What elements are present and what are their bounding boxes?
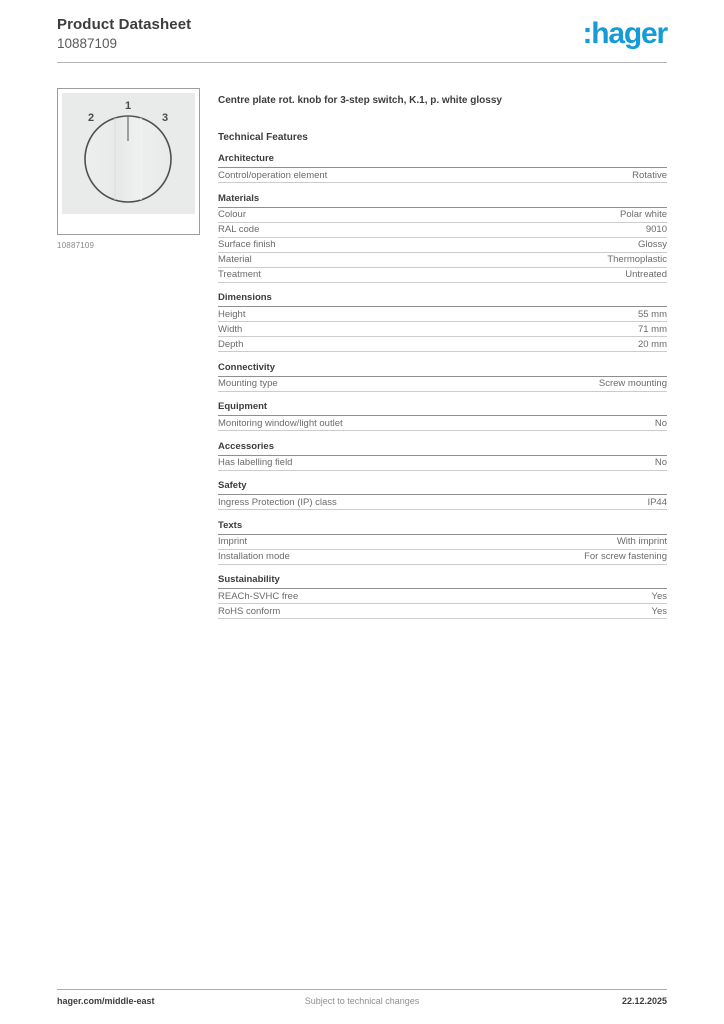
feature-value: 55 mm bbox=[637, 308, 667, 320]
section-title: Materials bbox=[218, 193, 667, 208]
feature-row bbox=[218, 535, 667, 550]
feature-value: With imprint bbox=[616, 536, 667, 547]
feature-label: Depth bbox=[218, 338, 244, 350]
feature-value: Polar white bbox=[620, 209, 667, 220]
feature-row bbox=[218, 223, 667, 238]
feature-value: Untreated bbox=[625, 269, 667, 280]
feature-row bbox=[218, 238, 667, 253]
section-materials bbox=[218, 193, 667, 283]
feature-row bbox=[218, 208, 667, 223]
feature-value: Yes bbox=[651, 605, 667, 617]
product-image bbox=[57, 88, 200, 235]
section-connectivity bbox=[218, 362, 667, 392]
feature-value: No bbox=[654, 457, 667, 468]
feature-label: Monitoring window/light outlet bbox=[218, 417, 343, 429]
feature-row bbox=[218, 550, 667, 565]
section-equipment bbox=[218, 401, 667, 431]
feature-value: IP44 bbox=[647, 496, 667, 508]
section-title: Architecture bbox=[218, 153, 667, 168]
feature-row bbox=[218, 604, 667, 619]
feature-label: Mounting type bbox=[218, 378, 278, 389]
feature-row bbox=[218, 307, 667, 322]
feature-label: Control/operation element bbox=[218, 169, 328, 181]
hager-logo: :hager bbox=[582, 17, 667, 50]
feature-label: Colour bbox=[218, 209, 246, 220]
feature-label: REACh-SVHC free bbox=[218, 590, 299, 602]
feature-label: Surface finish bbox=[218, 239, 276, 250]
product-code: 10887109 bbox=[57, 36, 118, 51]
feature-row bbox=[218, 416, 667, 431]
header-text-block bbox=[57, 16, 191, 51]
rotary-knob-illustration bbox=[62, 93, 195, 214]
feature-row bbox=[218, 589, 667, 604]
product-title: Centre plate rot. knob for 3-step switch, K.1, p. white glossy bbox=[218, 95, 502, 106]
feature-value: 20 mm bbox=[637, 338, 667, 350]
section-architecture bbox=[218, 153, 667, 183]
feature-value: Yes bbox=[651, 590, 667, 602]
footer-date: 22.12.2025 bbox=[621, 996, 667, 1006]
section-sustainability bbox=[218, 574, 667, 619]
feature-value: 9010 bbox=[645, 224, 667, 235]
main-content bbox=[57, 88, 667, 619]
page-title: Product Datasheet bbox=[57, 16, 192, 33]
feature-value: Thermoplastic bbox=[607, 254, 667, 265]
feature-label: Height bbox=[218, 308, 246, 320]
section-title: Safety bbox=[218, 480, 667, 495]
section-accessories bbox=[218, 441, 667, 471]
feature-row bbox=[218, 456, 667, 471]
feature-value: 71 mm bbox=[637, 323, 667, 335]
feature-value: For screw fastening bbox=[584, 551, 667, 562]
feature-label: RoHS conform bbox=[218, 605, 281, 617]
section-title: Sustainability bbox=[218, 574, 667, 589]
feature-row bbox=[218, 495, 667, 510]
feature-label: Installation mode bbox=[218, 551, 290, 562]
feature-label: Treatment bbox=[218, 269, 261, 280]
footer-disclaimer: Subject to technical changes bbox=[304, 996, 420, 1006]
feature-label: Material bbox=[218, 254, 252, 265]
feature-row bbox=[218, 377, 667, 392]
footer-divider bbox=[57, 989, 667, 990]
section-title: Accessories bbox=[218, 441, 667, 456]
section-title: Connectivity bbox=[218, 362, 667, 377]
features-column bbox=[218, 88, 667, 619]
features-table bbox=[218, 153, 667, 619]
technical-features-heading: Technical Features bbox=[218, 132, 308, 143]
feature-label: Ingress Protection (IP) class bbox=[218, 496, 337, 508]
feature-label: Has labelling field bbox=[218, 457, 293, 468]
feature-value: Glossy bbox=[637, 239, 667, 250]
feature-row bbox=[218, 168, 667, 183]
page-footer bbox=[57, 996, 667, 1006]
section-title: Equipment bbox=[218, 401, 667, 416]
feature-row bbox=[218, 322, 667, 337]
section-title: Dimensions bbox=[218, 292, 667, 307]
section-title: Texts bbox=[218, 520, 667, 535]
feature-label: Imprint bbox=[218, 536, 248, 547]
feature-row bbox=[218, 337, 667, 352]
image-caption: 10887109 bbox=[57, 241, 95, 250]
product-image-column bbox=[57, 88, 200, 250]
section-texts bbox=[218, 520, 667, 565]
knob-plate-drawing bbox=[62, 93, 195, 214]
footer-website-link[interactable]: hager.com/middle-east bbox=[57, 996, 155, 1006]
page-header bbox=[57, 16, 667, 51]
section-dimensions bbox=[218, 292, 667, 352]
feature-label: RAL code bbox=[218, 224, 260, 235]
feature-value: Rotative bbox=[632, 169, 667, 181]
knob-position-2-label: 2 bbox=[88, 112, 95, 124]
feature-row bbox=[218, 253, 667, 268]
feature-value: No bbox=[654, 417, 667, 429]
section-safety bbox=[218, 480, 667, 510]
feature-label: Width bbox=[218, 323, 243, 335]
feature-row bbox=[218, 268, 667, 283]
knob-position-3-label: 3 bbox=[162, 112, 169, 124]
header-divider bbox=[57, 62, 667, 63]
feature-value: Screw mounting bbox=[598, 378, 667, 389]
knob-position-1-label: 1 bbox=[125, 100, 132, 112]
